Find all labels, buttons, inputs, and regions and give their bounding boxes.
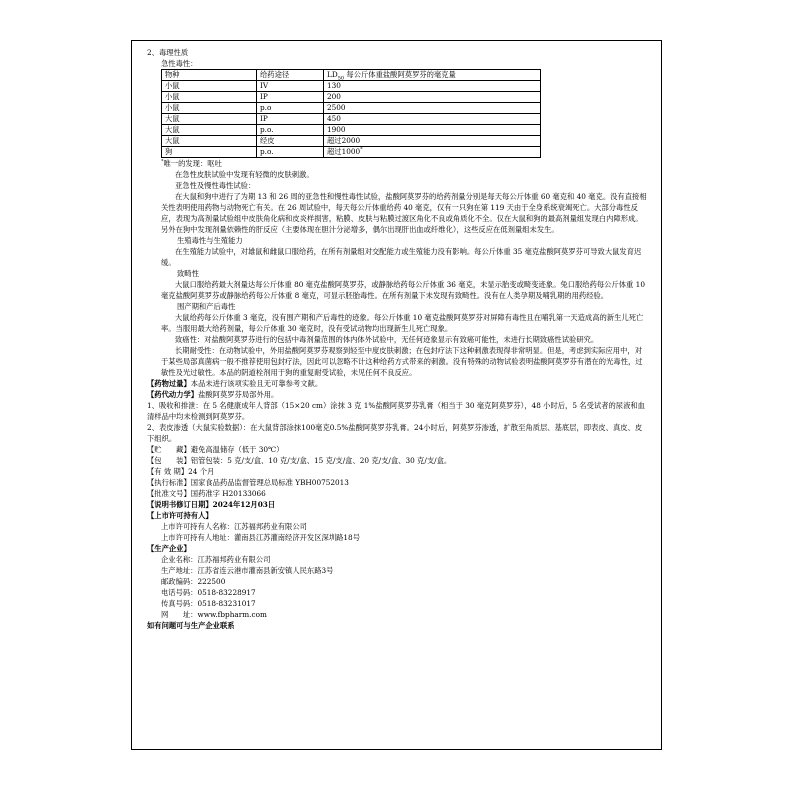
repro-title: 生殖毒性与生殖能力 xyxy=(177,236,243,245)
pk-item-1: 1、吸收和排泄：在 5 名健康成年人背部（15×20 cm）涂抹 3 克 1%盐酸阿莫罗芬乳膏（相当于 30 毫克阿莫罗芬），48 小时后，5 名受试者的尿液和血清样品中均未检测到阿莫罗芬。 xyxy=(147,401,645,421)
table-cell: IP xyxy=(257,114,324,125)
peri-text: 大鼠给药每公斤体重 3 毫克，没有围产期和产后毒性的迹象。每公斤体重 10 毫克盐酸阿莫罗芬对屏障有毒性且在哺乳第一天造成高的新生儿死亡率。当服用最大给药剂量，每公斤体重 30 毫克时，没有受试动物均出现新生儿死亡现象。 xyxy=(161,313,644,333)
validity-line: 【有 效 期】24 个月 xyxy=(147,467,215,476)
approval-line: 【批准文号】国药准字 H20133066 xyxy=(147,489,266,498)
peri-title: 围产期和产后毒性 xyxy=(177,302,236,311)
manufacturer-phone: 电话号码：0518-83228917 xyxy=(161,588,256,597)
table-row xyxy=(162,125,541,136)
subacute-title: 亚急性及慢性毒性试验： xyxy=(175,181,256,190)
acute-label: 急性毒性： xyxy=(161,59,198,68)
manufacturer-name: 企业名称：江苏福邦药业有限公司 xyxy=(161,555,271,564)
repro-text: 在生殖能力试验中，对雄鼠和雌鼠口服给药，在所有剂量组对交配能力或生殖能力没有影响。每公斤体重 35 毫克盐酸阿莫罗芬可导致大鼠发育迟缓。 xyxy=(161,247,642,267)
table-cell: 450 xyxy=(324,114,541,125)
manufacturer-website: 网 址：www.fbpharm.com xyxy=(161,610,267,619)
table-row xyxy=(162,81,541,92)
holder-label: 【上市许可持有人】 xyxy=(147,511,213,520)
table-cell: p.o xyxy=(257,103,324,114)
genotox-text: 致癌性：对盐酸阿莫罗芬进行的包括中毒剂量范围的体内体外试验中，无任何迹象显示有致癌可能性，未进行长期致癌性试验研究。 xyxy=(175,335,599,344)
terat-text: 大鼠口服给药最大剂量达每公斤体重 80 毫克盐酸阿莫罗芬，或静脉给药每公斤体重 36 毫克，未显示胎变或畸变迹象。兔口服给药每公斤体重 10 毫克盐酸阿莫罗芬或静脉给药每公斤体重 8 毫克，可显示胚胎毒性。在所有剂量下未发现有致畸性。没有在人类孕期及哺乳期的用药经验。 xyxy=(161,280,645,300)
table-cell: 小鼠 xyxy=(162,103,257,114)
revised-line: 【说明书修订日期】2024年12月03日 xyxy=(147,500,276,509)
table-cell: 130 xyxy=(324,81,541,92)
table-header: $LD_{50}$ 每公斤体重盐酸阿莫罗芬的毫克量 xyxy=(324,70,541,81)
subacute-text: 在大鼠和狗中进行了为期 13 和 26 周的亚急性和慢性毒性试验，盐酸阿莫罗芬的给药剂量分别是每天每公斤体重 60 毫克和 40 毫克。没有直接相关性表明使用药物与动物死亡有关。在 26 周试验中，每天每公斤体重给药 40 毫克，仅有一只狗在第 119 天由于全身系统衰竭死亡。大部分毒性反应，表现为高剂量试验组中皮肤角化病和皮炎样损害，粘膜、皮肤与粘膜过渡区角化不良或角质化不全。仅在大鼠和狗的最高剂量组发现白内障形成。另外在狗中发现剂量依赖性的肝反应（主要体现在胆汁分泌增多，偶尔出现肝出血或纤维化），这些反应在低剂量组未发生。 xyxy=(161,192,647,234)
table-cell: 2500 xyxy=(324,103,541,114)
table-cell: 小鼠 xyxy=(162,92,257,103)
table-cell: IP xyxy=(257,92,324,103)
table-cell: 超过1000* xyxy=(324,147,541,158)
table-cell: p.o. xyxy=(257,147,324,158)
overdose-line: 【药物过量】本品未进行该项实验且无可靠参考文献。 xyxy=(147,379,323,388)
manufacturer-address: 生产地址：江苏省连云港市灌南县新安镇人民东路3号 xyxy=(161,566,334,575)
table-row xyxy=(162,147,541,158)
document-body xyxy=(147,47,647,631)
table-cell: 超过2000 xyxy=(324,136,541,147)
holder-address: 上市许可持有人地址：灌南县江苏灌南经济开发区深圳路18号 xyxy=(161,533,361,542)
table-cell: 小鼠 xyxy=(162,81,257,92)
table-cell: 经皮 xyxy=(257,136,324,147)
longterm-text: 长期耐受性：在动物试验中，外用盐酸阿莫罗芬观察到轻至中度皮肤刺激；在包封疗法下这种刺激表现得非常明显。但是，考虑到实际应用中，对于某些局部真菌病一般不推荐使用包封疗法，因此可以忽略不计这种给药方式带来的刺激。没有特殊的动物试验表明盐酸阿莫罗芬有潜在的光毒性，过敏性及光过敏性。本品的阴道栓剂用于狗的重复耐受试验，未见任何不良反应。 xyxy=(161,346,643,377)
skin-test-text: 在急性皮肤试验中发现有轻微的皮肤刺激。 xyxy=(175,170,314,179)
pk-line: 【药代动力学】盐酸阿莫罗芬局部外用。 xyxy=(147,390,279,399)
manufacturer-zip: 邮政编码：222500 xyxy=(161,577,226,586)
storage-line: 【贮 藏】避免高温储存（低于 30℃） xyxy=(147,445,284,454)
terat-title: 致畸性 xyxy=(177,269,199,278)
holder-name: 上市许可持有人名称：江苏福邦药业有限公司 xyxy=(161,522,307,531)
table-header: 物种 xyxy=(162,70,257,81)
manufacturer-fax: 传真号码：0518-83231017 xyxy=(161,599,256,608)
table-cell: p.o. xyxy=(257,125,324,136)
table-cell: 大鼠 xyxy=(162,125,257,136)
table-row xyxy=(162,136,541,147)
table-cell: 大鼠 xyxy=(162,114,257,125)
table-header-row xyxy=(162,70,541,81)
table-cell: 1900 xyxy=(324,125,541,136)
table-header: 给药途径 xyxy=(257,70,324,81)
contact-line: 如有问题可与生产企业联系 xyxy=(147,621,235,630)
table-cell: IV xyxy=(257,81,324,92)
pk-item-2: 2、表皮渗透（大鼠实验数据）：在大鼠背部涂抹100毫克0.5%盐酸阿莫罗芬乳膏。24小时后，阿莫罗芬渗透，扩散至角质层、基底层，即表皮、真皮、皮下组织。 xyxy=(147,423,643,443)
table-cell: 200 xyxy=(324,92,541,103)
table-row xyxy=(162,103,541,114)
standard-line: 【执行标准】国家食品药品监督管理总局标准 YBH00752013 xyxy=(147,478,349,487)
package-line: 【包 装】铝管包装：5 克/支/盒、10 克/支/盒、15 克/支/盒、20 克/支/盒、30 克/支/盒。 xyxy=(147,456,452,465)
manufacturer-label: 【生产企业】 xyxy=(147,544,191,553)
table-cell: 狗 xyxy=(162,147,257,158)
section-title: 2、毒理性质 xyxy=(147,48,189,57)
table-row xyxy=(162,114,541,125)
toxicity-table xyxy=(161,69,541,158)
footnote: *唯一的发现：呕吐 xyxy=(161,158,222,168)
table-row xyxy=(162,92,541,103)
table-cell: 大鼠 xyxy=(162,136,257,147)
